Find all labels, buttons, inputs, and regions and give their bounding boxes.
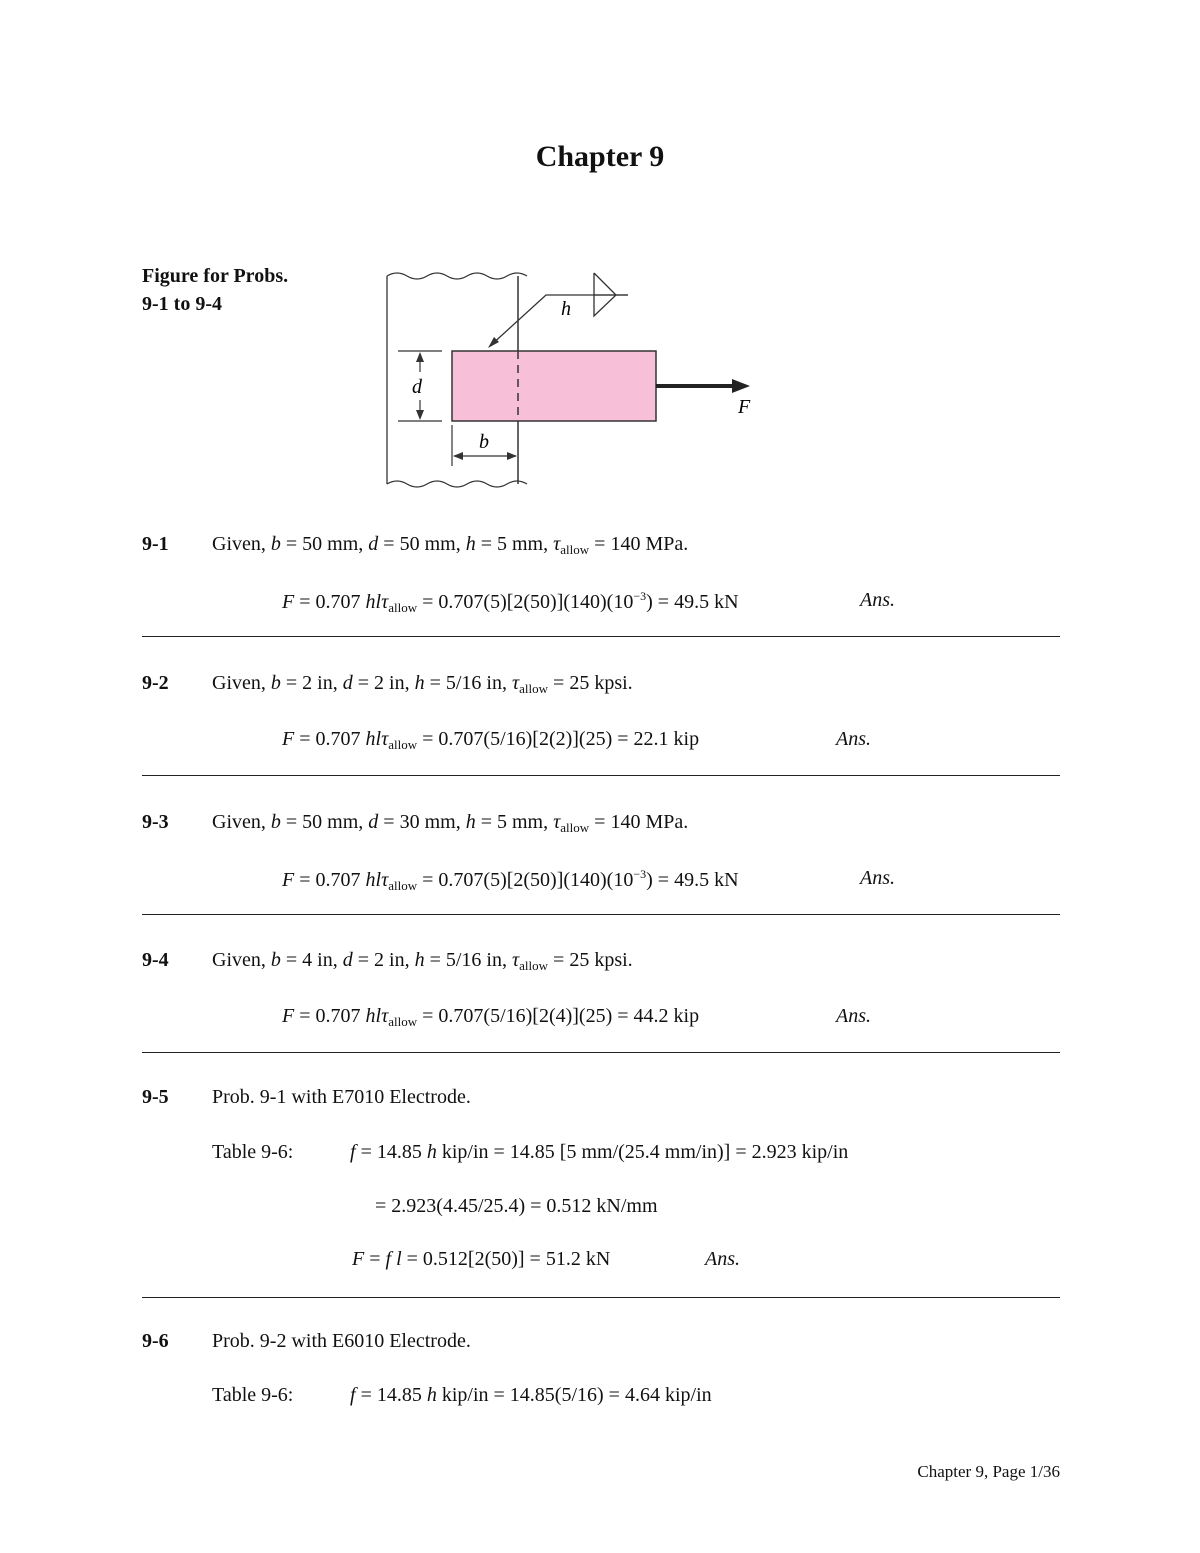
problem-9-4-equation: F = 0.707 hlτ$_{allow}$ = 0.707(5/16)[2(4)](25) = 44.2 kip <box>282 1005 700 1029</box>
problem-9-1-equation: F = 0.707 $hl\tau_{allow} = 0.707(5)[2(50)](140)(10^{-3}) = 49.5$ kN <box>282 589 739 615</box>
given-text: Given, b = 50 mm, d = 50 mm, h = 5 mm, $\tau_{allow} = 140$ MPa. <box>212 533 689 557</box>
problem-text: Prob. 9-1 with E7010 Electrode. <box>212 1086 471 1108</box>
b-arrow-left <box>453 452 463 460</box>
problem-number: 9-4 <box>142 949 169 971</box>
problem-9-3-equation: F = 0.707 $hl\tau_{allow} = 0.707(5)[2(50)](140)(10^{-3}) = 49.5$ kN <box>282 867 739 893</box>
d-arrow-top <box>416 352 424 362</box>
problem-9-4-ans: Ans. <box>836 1005 871 1027</box>
b-arrow-right <box>507 452 517 460</box>
divider <box>142 1052 1060 1053</box>
problem-number: 9-1 <box>142 533 169 555</box>
problem-9-6-line1: f = 14.85 h kip/in = 14.85(5/16) = 4.64 kip/in <box>350 1384 712 1406</box>
problem-9-5-line3: F = f l = 0.512[2(50)] = 51.2 kN <box>352 1248 611 1270</box>
problem-number: 9-6 <box>142 1330 169 1352</box>
problem-number: 9-3 <box>142 811 169 833</box>
problem-9-5-ans: Ans. <box>705 1248 740 1270</box>
problem-number: 9-2 <box>142 672 169 694</box>
divider <box>142 914 1060 915</box>
weld-figure <box>370 262 770 492</box>
problem-9-2-equation: F = 0.707 hlτ$_{allow}$ = 0.707(5/16)[2(2)](25) = 22.1 kip <box>282 728 700 752</box>
page-footer: Chapter 9, Page 1/36 <box>917 1462 1060 1481</box>
wall-top-edge <box>387 273 527 279</box>
label-b: b <box>479 431 489 453</box>
wall-bottom-edge <box>387 481 527 487</box>
label-F: F <box>738 396 751 418</box>
force-arrowhead <box>732 379 750 393</box>
problem-9-5-table-line <box>212 1141 293 1164</box>
label-d: d <box>412 376 422 398</box>
problem-9-1-ans: Ans. <box>860 589 895 611</box>
label-h: h <box>561 298 571 320</box>
divider <box>142 636 1060 637</box>
divider <box>142 1297 1060 1298</box>
problem-9-2-ans: Ans. <box>836 728 871 750</box>
problem-9-3-ans: Ans. <box>860 867 895 889</box>
divider <box>142 775 1060 776</box>
figure-caption-line1: Figure for Probs. <box>142 265 289 287</box>
given-text: Given, b = 50 mm, d = 30 mm, h = 5 mm, $\tau_{allow} = 140$ MPa. <box>212 811 689 835</box>
problem-number: 9-5 <box>142 1086 169 1108</box>
given-text: Given, b = 2 in, d = 2 in, h = 5/16 in, $\tau_{allow} = 25$ kpsi. <box>212 672 633 696</box>
chapter-title: Chapter 9 <box>535 140 665 173</box>
d-arrow-bottom <box>416 410 424 420</box>
figure-caption-line2: 9-1 to 9-4 <box>142 293 222 315</box>
problem-9-6-table-line <box>212 1384 293 1407</box>
figure-caption <box>142 262 288 318</box>
table-label: Table 9-6: <box>212 1141 294 1163</box>
plate <box>452 351 656 421</box>
problem-9-5-line1: f = 14.85 h kip/in = 14.85 [5 mm/(25.4 mm/in)] = 2.923 kip/in <box>350 1141 849 1163</box>
given-text: Given, b = 4 in, d = 2 in, h = 5/16 in, $\tau_{allow} = 25$ kpsi. <box>212 949 633 973</box>
table-label: Table 9-6: <box>212 1384 294 1406</box>
problem-text: Prob. 9-2 with E6010 Electrode. <box>212 1330 471 1352</box>
problem-9-5-line2: = 2.923(4.45/25.4) = 0.512 kN/mm <box>375 1195 658 1217</box>
